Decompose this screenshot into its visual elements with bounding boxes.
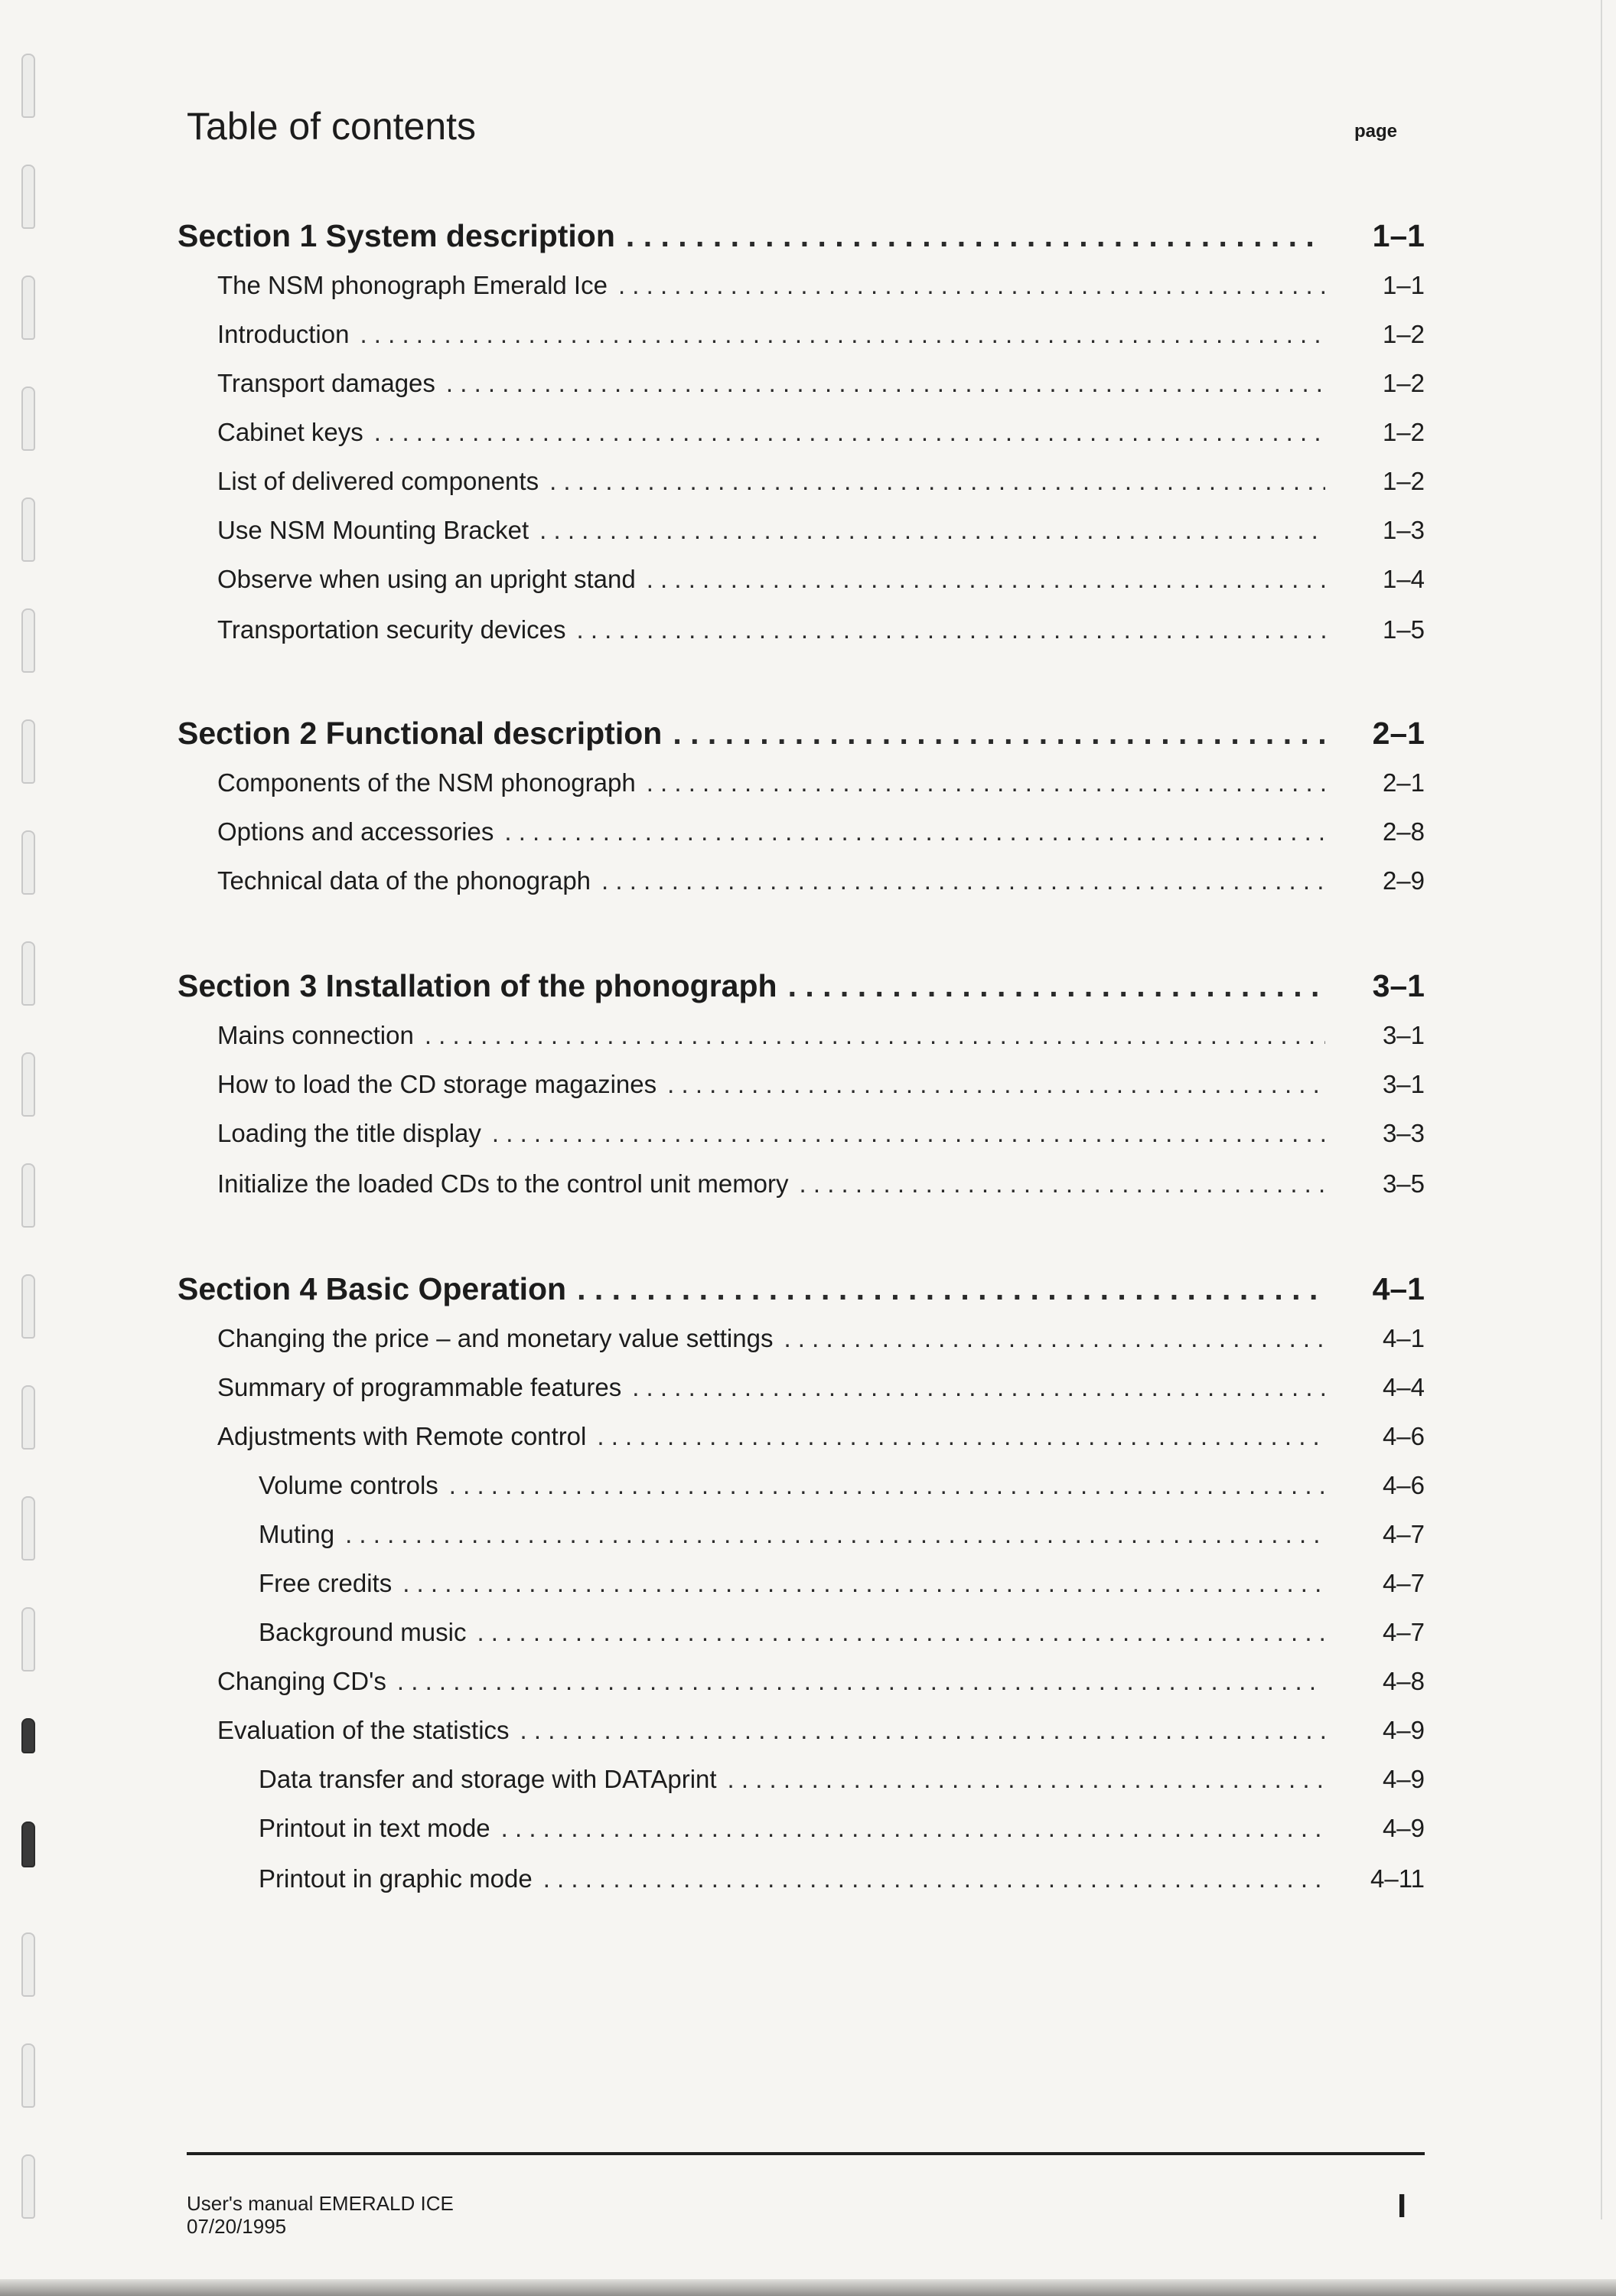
binder-hole — [21, 1607, 35, 1671]
toc-entry-page: 4–6 — [1382, 1422, 1425, 1450]
toc-entry-page: 4–4 — [1382, 1373, 1425, 1401]
dot-leader — [504, 817, 1325, 846]
dot-leader — [492, 1119, 1325, 1148]
toc-entry-title: Section 3 Installation of the phonograph — [178, 968, 777, 1003]
toc-entry-title: Changing CD's — [217, 1667, 386, 1695]
toc-entry — [178, 768, 1425, 797]
toc-entry-title: Cabinet keys — [217, 418, 363, 446]
footer-info — [187, 2192, 454, 2238]
toc-entry-title: Technical data of the phonograph — [217, 866, 591, 895]
binder-hole — [21, 830, 35, 895]
toc-entry — [178, 1422, 1425, 1451]
toc-entry-title: Background music — [259, 1618, 467, 1646]
toc-entry-page: 2–8 — [1382, 817, 1425, 846]
toc-entry-page: 4–8 — [1382, 1667, 1425, 1695]
footer-page-number: I — [1397, 2187, 1407, 2225]
toc-entry-title: The NSM phonograph Emerald Ice — [217, 271, 608, 299]
dot-leader — [402, 1569, 1325, 1598]
dot-leader — [601, 866, 1325, 895]
toc-entry-title: Section 2 Functional description — [178, 716, 663, 751]
toc-entry — [178, 1520, 1425, 1549]
binder-hole — [21, 276, 35, 340]
toc-entry — [178, 1021, 1425, 1050]
toc-entry — [178, 1864, 1425, 1893]
binder-hole — [21, 1385, 35, 1450]
toc-entry — [178, 467, 1425, 496]
toc-entry-page: 1–4 — [1382, 565, 1425, 593]
footer-divider — [187, 2152, 1425, 2155]
dot-leader — [397, 1667, 1325, 1696]
toc-entry — [178, 1471, 1425, 1500]
toc-entry-title: Summary of programmable features — [217, 1373, 622, 1401]
toc-entry-page: 4–1 — [1372, 1271, 1425, 1306]
toc-entry — [178, 320, 1425, 349]
dot-leader — [632, 1373, 1325, 1402]
toc-entry — [178, 615, 1425, 644]
page-title: Table of contents — [187, 105, 477, 148]
toc-entry-title: Adjustments with Remote control — [217, 1422, 587, 1450]
dot-leader — [728, 1765, 1325, 1794]
toc-entry-title: Section 1 System description — [178, 218, 615, 253]
dot-leader — [374, 418, 1325, 447]
toc-entry — [178, 1070, 1425, 1099]
toc-entry-page: 4–7 — [1382, 1569, 1425, 1597]
page-edge — [1601, 0, 1602, 2219]
binder-hole — [21, 2154, 35, 2219]
toc-entry-title: Printout in text mode — [259, 1814, 490, 1842]
binder-hole — [21, 497, 35, 562]
toc-entry — [178, 369, 1425, 398]
toc-entry — [178, 817, 1425, 846]
toc-entry-page: 2–1 — [1382, 768, 1425, 797]
toc-entry — [178, 1814, 1425, 1843]
dot-leader — [446, 369, 1325, 398]
binder-hole — [21, 1274, 35, 1339]
toc-entry-page: 4–9 — [1382, 1814, 1425, 1842]
toc-section-entry — [178, 968, 1425, 1004]
toc-entry-page: 4–7 — [1382, 1520, 1425, 1548]
toc-entry-page: 4–11 — [1370, 1864, 1425, 1893]
page-column-label: page — [1354, 121, 1398, 142]
dot-leader — [800, 1169, 1325, 1199]
binder-hole — [21, 1718, 35, 1753]
toc-entry — [178, 565, 1425, 594]
toc-entry-page: 4–9 — [1382, 1765, 1425, 1793]
dot-leader — [788, 968, 1325, 1004]
toc-section-entry — [178, 218, 1425, 254]
toc-entry-title: Changing the price – and monetary value settings — [217, 1324, 774, 1352]
toc-entry-page: 4–7 — [1382, 1618, 1425, 1646]
dot-leader — [667, 1070, 1325, 1099]
toc-section-entry — [178, 1271, 1425, 1307]
toc-entry-title: List of delivered components — [217, 467, 539, 495]
dot-leader — [647, 768, 1325, 797]
toc-entry — [178, 1618, 1425, 1647]
page-bottom-edge — [0, 2279, 1616, 2296]
toc-section-entry — [178, 716, 1425, 752]
toc-entry — [178, 866, 1425, 895]
footer-manual-name: User's manual EMERALD ICE — [187, 2192, 454, 2215]
binder-hole — [21, 1052, 35, 1117]
toc-entry-title: Options and accessories — [217, 817, 494, 846]
toc-entry-title: Introduction — [217, 320, 350, 348]
toc-entry-title: Initialize the loaded CDs to the control unit memory — [217, 1169, 789, 1198]
toc-entry-title: Evaluation of the statistics — [217, 1716, 510, 1744]
toc-entry-page: 1–3 — [1382, 516, 1425, 544]
toc-entry — [178, 271, 1425, 300]
binder-hole — [21, 608, 35, 673]
toc-entry-page: 4–6 — [1382, 1471, 1425, 1499]
toc-entry-page: 1–2 — [1382, 320, 1425, 348]
dot-leader — [549, 467, 1325, 496]
toc-entry-title: Observe when using an upright stand — [217, 565, 636, 593]
dot-leader — [539, 516, 1325, 545]
toc-entry-page: 4–9 — [1382, 1716, 1425, 1744]
toc-entry — [178, 516, 1425, 545]
toc-entry-title: How to load the CD storage magazines — [217, 1070, 657, 1098]
dot-leader — [647, 565, 1325, 594]
toc-entry-page: 1–1 — [1382, 271, 1425, 299]
dot-leader — [597, 1422, 1325, 1451]
dot-leader — [425, 1021, 1325, 1050]
binder-hole — [21, 719, 35, 784]
dot-leader — [477, 1618, 1325, 1647]
toc-entry-title: Use NSM Mounting Bracket — [217, 516, 529, 544]
dot-leader — [520, 1716, 1325, 1745]
dot-leader — [501, 1814, 1325, 1843]
toc-entry-page: 1–2 — [1382, 467, 1425, 495]
toc-entry-page: 4–1 — [1382, 1324, 1425, 1352]
toc-entry — [178, 1569, 1425, 1598]
toc-entry — [178, 1169, 1425, 1199]
binder-hole — [21, 941, 35, 1006]
toc-entry-title: Data transfer and storage with DATAprint — [259, 1765, 717, 1793]
toc-entry — [178, 1765, 1425, 1794]
toc-entry-title: Free credits — [259, 1569, 393, 1597]
toc-entry-title: Transport damages — [217, 369, 435, 397]
toc-entry — [178, 1667, 1425, 1696]
dot-leader — [577, 1271, 1325, 1307]
dot-leader — [618, 271, 1325, 300]
toc-entry-title: Muting — [259, 1520, 335, 1548]
dot-leader — [449, 1471, 1325, 1500]
toc-entry — [178, 1119, 1425, 1148]
dot-leader — [673, 716, 1325, 752]
binder-hole — [21, 2043, 35, 2108]
toc-entry-title: Transportation security devices — [217, 615, 566, 644]
binder-hole — [21, 1496, 35, 1561]
toc-entry-page: 2–9 — [1382, 866, 1425, 895]
toc-entry-title: Loading the title display — [217, 1119, 481, 1147]
toc-entry-page: 1–1 — [1372, 218, 1425, 253]
toc-entry — [178, 1373, 1425, 1402]
binder-hole — [21, 1821, 35, 1867]
toc-entry-page: 3–1 — [1382, 1070, 1425, 1098]
dot-leader — [360, 320, 1325, 349]
dot-leader — [345, 1520, 1325, 1549]
dot-leader — [576, 615, 1325, 644]
toc-entry — [178, 1324, 1425, 1353]
binder-hole — [21, 165, 35, 229]
toc-entry — [178, 1716, 1425, 1745]
toc-entry-page: 3–1 — [1372, 968, 1425, 1003]
dot-leader — [543, 1864, 1325, 1893]
toc-entry-title: Components of the NSM phonograph — [217, 768, 636, 797]
dot-leader — [784, 1324, 1325, 1353]
toc-entry-title: Section 4 Basic Operation — [178, 1271, 567, 1306]
binder-hole — [21, 386, 35, 451]
footer-date: 07/20/1995 — [187, 2215, 287, 2238]
toc-entry-page: 1–2 — [1382, 369, 1425, 397]
toc-entry-page: 1–2 — [1382, 418, 1425, 446]
toc-entry-page: 2–1 — [1372, 716, 1425, 751]
binder-hole — [21, 1163, 35, 1228]
toc-entry-page: 3–3 — [1382, 1119, 1425, 1147]
binder-hole — [21, 1932, 35, 1997]
toc-entry-page: 3–5 — [1382, 1169, 1425, 1198]
toc-entry-title: Mains connection — [217, 1021, 414, 1049]
toc-entry — [178, 418, 1425, 447]
toc-entry-page: 1–5 — [1382, 615, 1425, 644]
toc-entry-page: 3–1 — [1382, 1021, 1425, 1049]
binder-hole — [21, 54, 35, 118]
toc-entry-title: Volume controls — [259, 1471, 438, 1499]
dot-leader — [626, 218, 1325, 254]
toc-entry-title: Printout in graphic mode — [259, 1864, 533, 1893]
binder-holes — [15, 0, 46, 2296]
